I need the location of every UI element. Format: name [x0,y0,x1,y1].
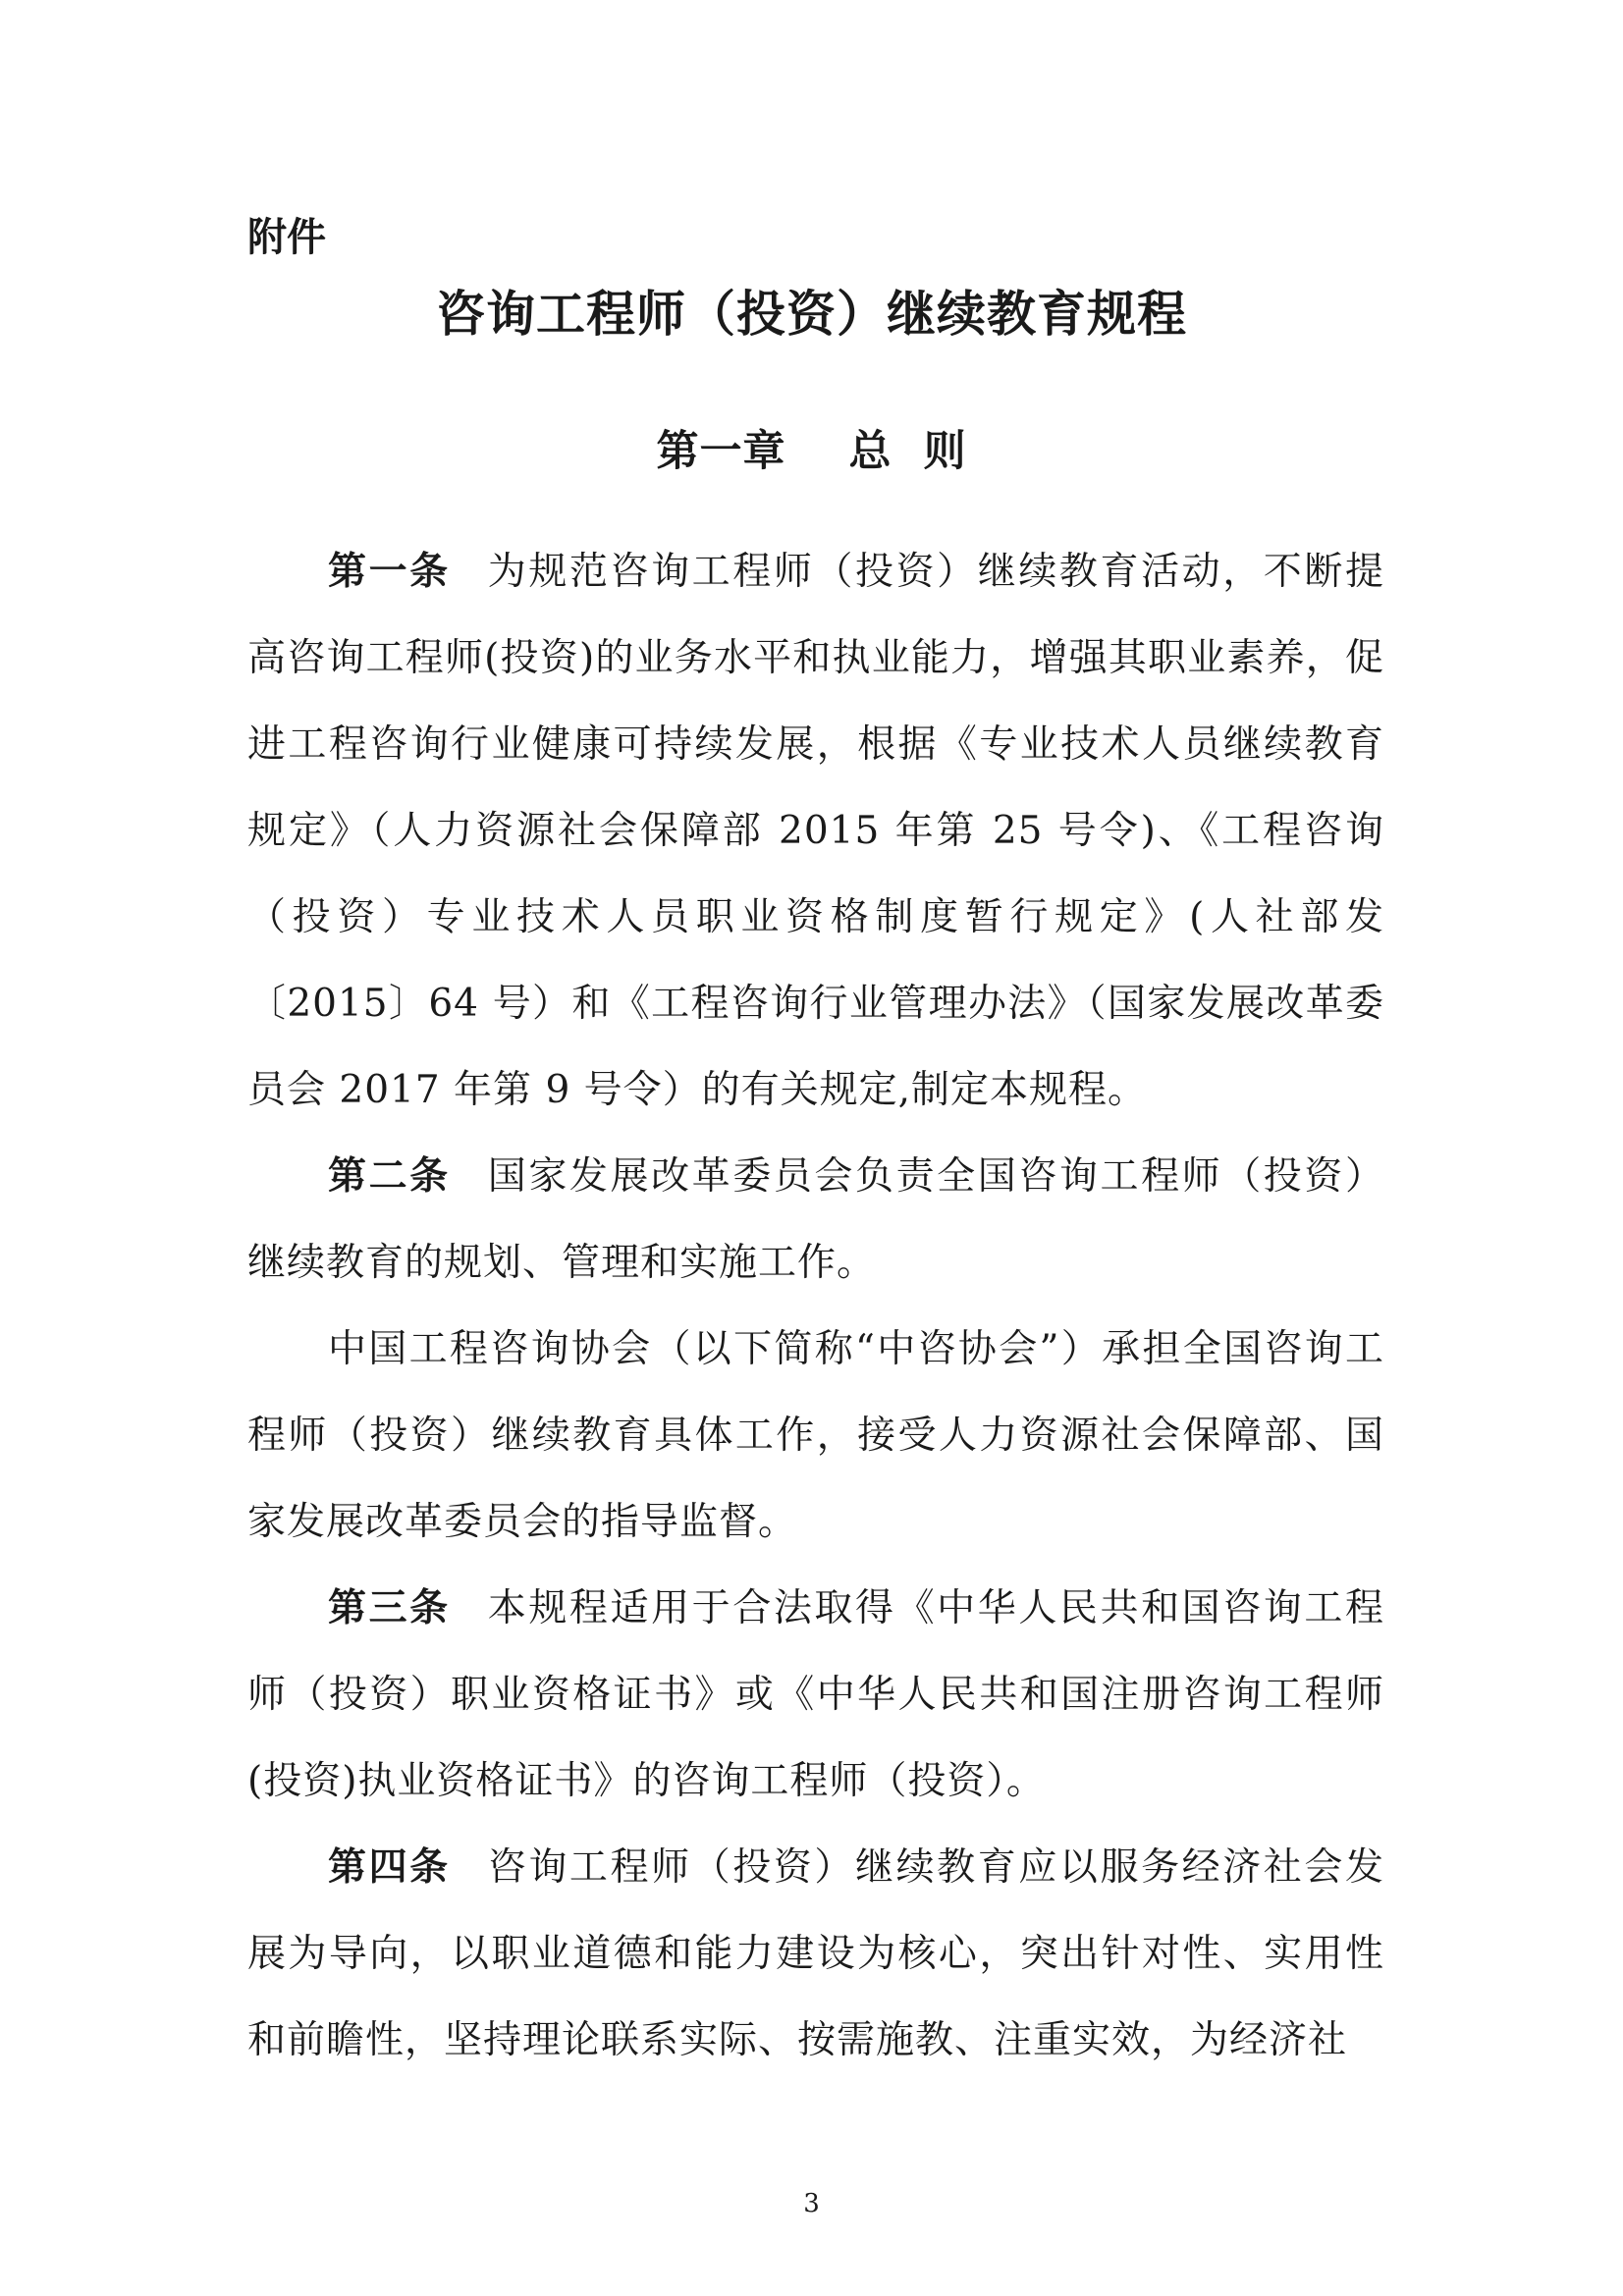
paragraph-text: 中国工程咨询协会（以下简称“中咨协会”）承担全国咨询工程师（投资）继续教育具体工作，接受人力资源社会保障部、国家发展改革委员会的指导监督。 [247,1327,1384,1544]
article-text: 国家发展改革委员会负责全国咨询工程师（投资）继续教育的规划、管理和实施工作。 [247,1154,1384,1285]
article-number: 第三条 [328,1586,451,1630]
article-2-paragraph [247,1134,1384,1307]
article-text: 为规范咨询工程师（投资）继续教育活动，不断提高咨询工程师(投资)的业务水平和执业能力，增强其职业素养，促进工程咨询行业健康可持续发展，根据《专业技术人员继续教育规定》（人力资源社会保障部 2015 年第 25 号令)、《工程咨询（投资）专业技术人员职业资格制度暂行规定》(人社部发〔2015〕64 号）和《工程咨询行业管理办法》（国家发展改革委员会 2017 年第 9 号令）的有关规定,制定本规程。 [247,550,1384,1112]
article-number: 第四条 [328,1845,451,1890]
article-text: 咨询工程师（投资）继续教育应以服务经济社会发展为导向，以职业道德和能力建设为核心，突出针对性、实用性和前瞻性，坚持理论联系实际、按需施教、注重实效，为经济社 [247,1845,1384,2062]
article-1-paragraph [247,529,1384,1134]
chapter-name: 总 则 [848,427,967,476]
document-body [247,529,1384,2084]
article-2-continuation-paragraph [247,1307,1384,1566]
article-4-paragraph [247,1825,1384,2084]
article-number: 第二条 [328,1154,451,1199]
article-text: 本规程适用于合法取得《中华人民共和国咨询工程师（投资）职业资格证书》或《中华人民共和国注册咨询工程师(投资)执业资格证书》的咨询工程师（投资）。 [247,1586,1384,1803]
article-3-paragraph [247,1566,1384,1825]
chapter-heading [0,417,1623,486]
article-number: 第一条 [328,550,451,594]
document-title: 咨询工程师（投资）继续教育规程 [436,286,1187,343]
attachment-label: 附件 [247,215,326,260]
page-number: 3 [803,2189,820,2218]
chapter-number: 第一章 [656,427,786,476]
